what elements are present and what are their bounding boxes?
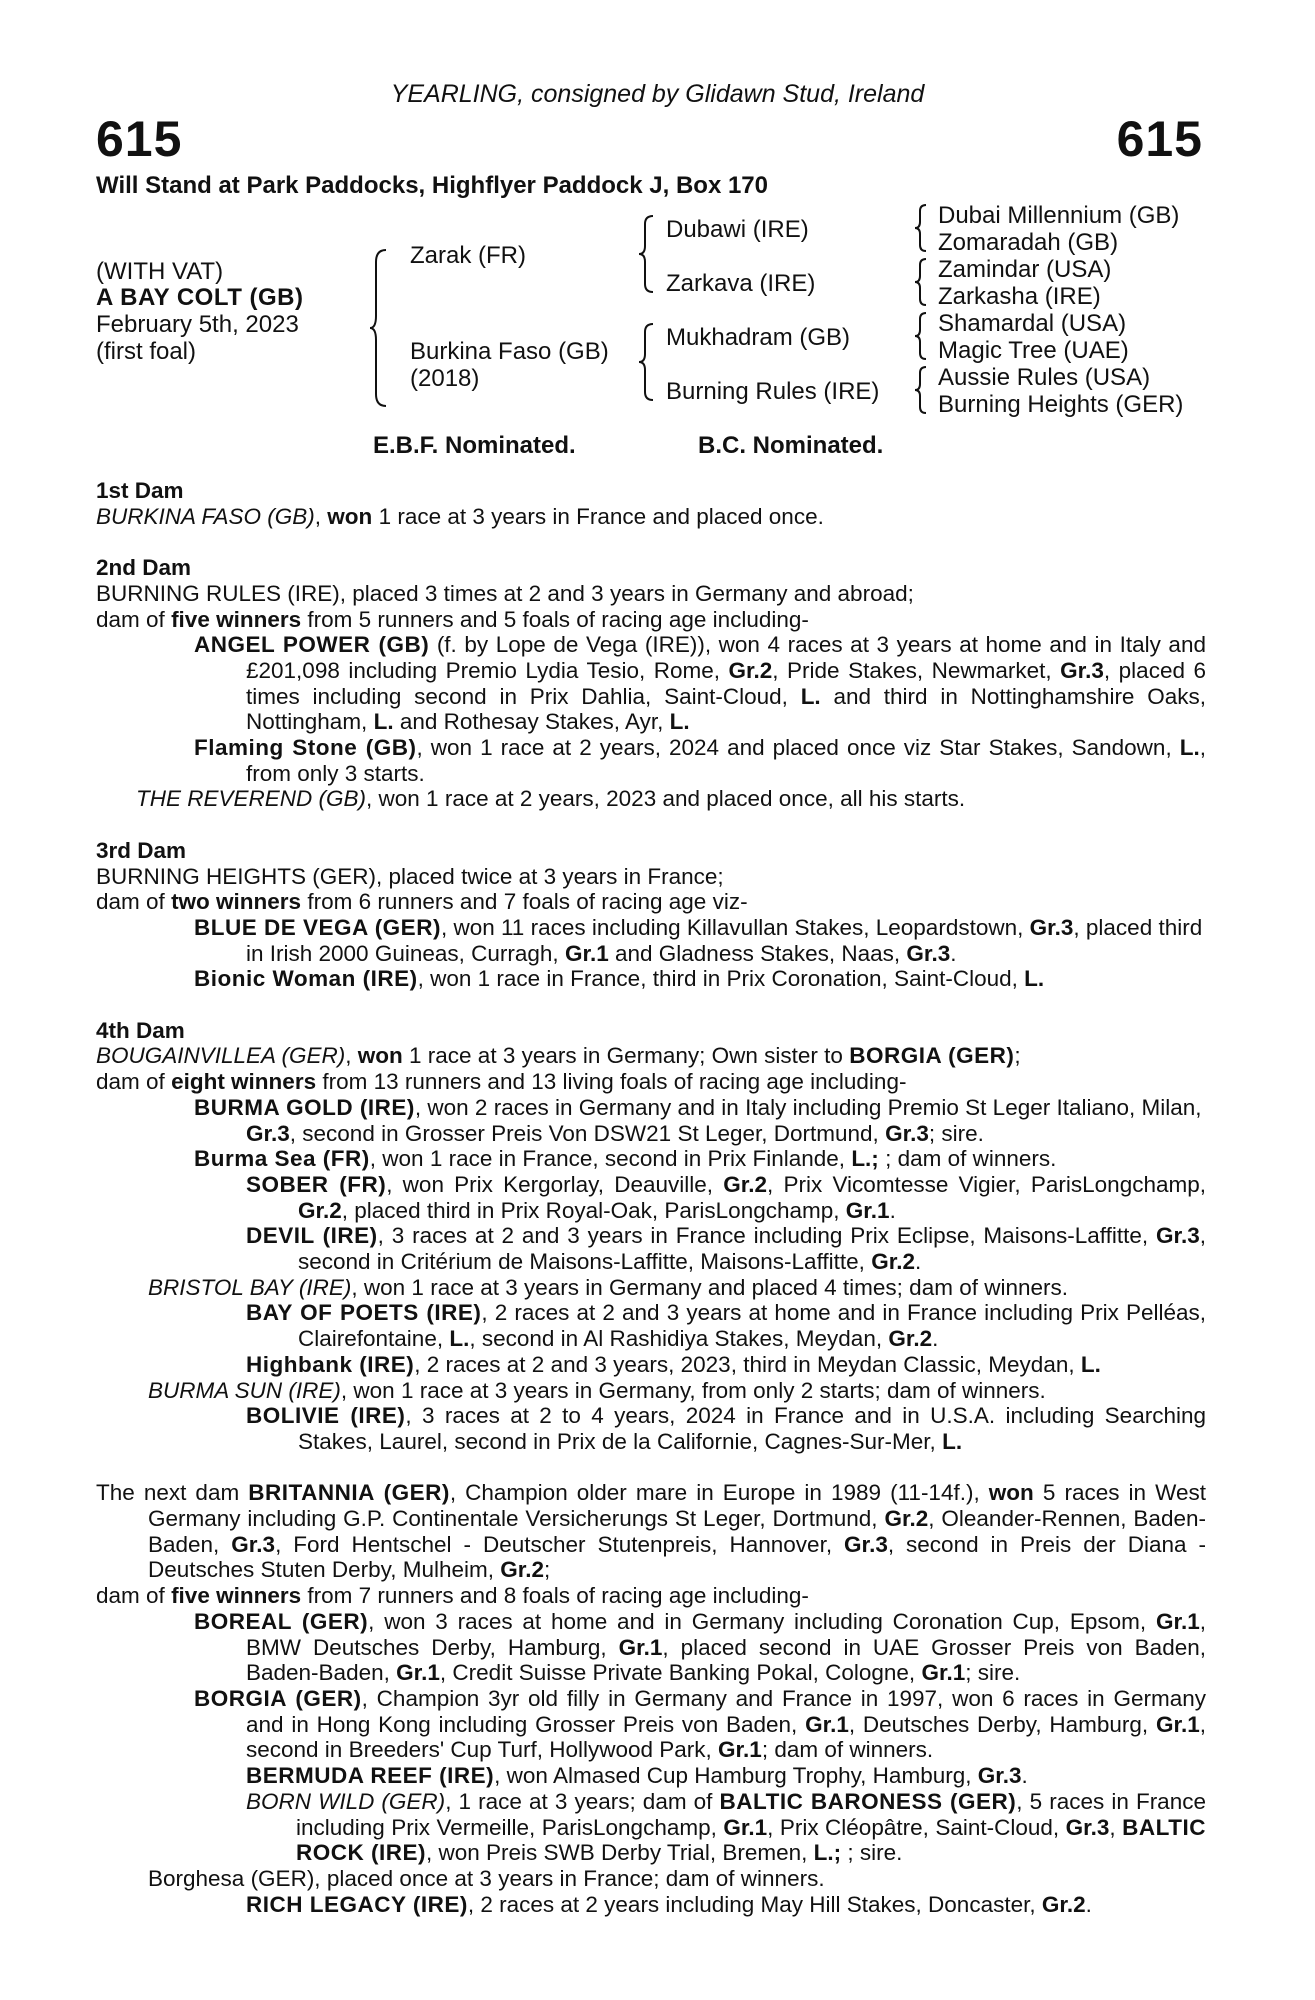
dam-of-rest: from 7 runners and 8 foals of racing age including- [307, 1583, 809, 1609]
grade-label: Gr.2 [871, 1249, 915, 1275]
grade-label: Gr.2 [298, 1197, 342, 1223]
sober-c: , placed third in Prix Royal-Oak, ParisLongchamp, [341, 1197, 840, 1223]
burma-sun-a: , won 1 race at 3 years in Germany, from only 2 starts; dam of winners. [340, 1377, 1046, 1403]
grade-label: Gr.3 [1155, 1223, 1200, 1249]
winners-count: five winners [171, 606, 302, 632]
bionic-woman-entry [96, 966, 1206, 992]
devil-entry: DEVIL (IRE), 3 races at 2 and 3 years in France including Prix Eclipse, Maisons-Laffitte, Gr.3, second in Critérium de Maisons-Laffitte, Maisons-Laffitte, Gr.2. [246, 1223, 1206, 1275]
baltic-rock-name: BALTIC ROCK (IRE) [296, 1814, 1206, 1866]
burma-sea-entry [96, 1146, 1206, 1172]
won-text: won [357, 1043, 403, 1069]
burma-sea-name: Burma Sea (FR) [194, 1146, 370, 1172]
bermuda-reef-entry [96, 1763, 1206, 1789]
grade-label: Gr.3 [1065, 1814, 1110, 1840]
grade-label: Gr.3 [885, 1120, 929, 1146]
grade-label: Gr.1 [618, 1634, 663, 1660]
flaming-stone-b: , from only 3 starts. [246, 735, 1206, 786]
pedigree-brace-g3-2 [913, 257, 929, 307]
born-wild-c: , Prix Cléopâtre, Saint-Cloud, [767, 1814, 1060, 1840]
blue-de-vega-name: BLUE DE VEGA (GER) [194, 914, 441, 940]
borgia-d: ; dam of winners. [761, 1737, 934, 1763]
highbank-entry [96, 1352, 1206, 1378]
born-wild-b: , 5 races in France including Prix Vermeille, ParisLongchamp, [296, 1788, 1206, 1840]
pedigree-brace-g3-4 [913, 365, 929, 415]
dam-of-text: dam of [96, 889, 165, 915]
bay-of-poets-entry: BAY OF POETS (IRE), 2 races at 2 and 3 years at home and in France including Prix Pelléas, Clairefontaine, L., second in Al Rashidiya Stakes, Meydan, Gr.2. [246, 1300, 1206, 1352]
third-dam-heading: 3rd Dam [96, 837, 187, 863]
grade-label: Gr.3 [906, 940, 951, 966]
first-dam-rest: 1 race at 3 years in France and placed once. [378, 503, 824, 529]
listed-label: L. [942, 1428, 963, 1454]
fourth-dam-intro: BOUGAINVILLEA (GER), won 1 race at 3 years in Germany; Own sister to BORGIA (GER); [96, 1043, 1021, 1069]
listed-label: L. [1024, 966, 1045, 992]
angel-power-d: and third in Nottinghamshire Oaks, Nottingham, [246, 683, 1206, 735]
devil-b: , second in Critérium de Maisons-Laffitte, Maisons-Laffitte, [298, 1223, 1206, 1275]
pedigree-brace-g3-3 [913, 311, 929, 361]
dam-of-text: dam of [96, 1583, 165, 1609]
angel-power-c: , placed 6 times including second in Prix Dahlia, Saint-Cloud, [246, 657, 1206, 709]
grade-label: Gr.1 [396, 1660, 440, 1686]
burma-sun-name: BURMA SUN (IRE) [148, 1377, 341, 1403]
won-text: won [988, 1480, 1034, 1506]
dam-of-rest: from 13 runners and 13 living foals of racing age including- [322, 1069, 907, 1095]
burma-gold-name: BURMA GOLD (IRE) [194, 1094, 415, 1120]
grade-label: Gr.2 [500, 1557, 545, 1583]
dam-of-rest: from 6 runners and 7 foals of racing age viz- [307, 889, 748, 915]
punct: ; [1014, 1043, 1021, 1069]
dam-of-rest: from 5 runners and 5 foals of racing age including- [307, 606, 809, 632]
grade-label: Gr.3 [231, 1531, 276, 1557]
borgia-a: , Champion 3yr old filly in Germany and France in 1997, won 6 races in Germany and in Hong Kong including Grosser Preis von Baden, [246, 1685, 1206, 1737]
rich-legacy-entry [96, 1892, 1206, 1918]
ped-g3-7: Aussie Rules (USA) [938, 364, 1151, 391]
born-wild-e: ; sire. [847, 1840, 903, 1866]
won-text: won [327, 503, 373, 529]
third-dam-intro: BURNING HEIGHTS (GER), placed twice at 3 years in France; [96, 863, 724, 889]
grade-label: Gr.2 [723, 1171, 768, 1197]
bionic-woman-a: , won 1 race in France, third in Prix Coronation, Saint-Cloud, [417, 966, 1018, 992]
dam-year: (2018) [410, 365, 480, 392]
burma-sea-a: , won 1 race in France, second in Prix Finlande, [369, 1146, 846, 1172]
grade-label: Gr.1 [564, 940, 609, 966]
grade-label: Gr.3 [246, 1120, 290, 1146]
grade-label: Gr.2 [728, 657, 773, 683]
next-dam-d: , Oleander-Rennen, Baden-Baden, [148, 1506, 1206, 1557]
first-dam-name: BURKINA FASO (GB) [96, 503, 315, 529]
pedigree-brace-g3-1 [913, 203, 929, 253]
ped-g3-1: Dubai Millennium (GB) [938, 202, 1180, 229]
grade-label: Gr.1 [805, 1711, 849, 1737]
dam-of-text: dam of [96, 606, 165, 632]
angel-power-a: (f. by Lope de Vega (IRE)), won 4 races at 3 years at home and in Italy and £201,098 including Premio Lydia Tesio, Rome, [246, 632, 1206, 683]
angel-power-entry [96, 632, 1206, 735]
winners-count: two winners [171, 889, 302, 915]
winners-count: eight winners [171, 1069, 317, 1095]
lot-number-right: 615 [1116, 111, 1203, 167]
second-dam-heading: 2nd Dam [96, 555, 192, 581]
bolivie-a: , 3 races at 2 to 4 years, 2024 in France and in U.S.A. including Searching Stakes, Laurel, second in Prix de la Californie, Cagnes-Sur-Mer, [298, 1403, 1206, 1454]
britannia-name: BRITANNIA (GER) [248, 1480, 450, 1506]
borgia-name: BORGIA (GER) [194, 1685, 362, 1711]
next-dam-dam-of [96, 1583, 1206, 1609]
flaming-stone-entry [96, 735, 1206, 786]
grade-label: Gr.1 [718, 1737, 762, 1763]
ped-g3-3: Zamindar (USA) [938, 256, 1112, 283]
fourth-dam-intro-a: 1 race at 3 years in Germany; Own sister to [409, 1043, 843, 1069]
ped-g3-8: Burning Heights (GER) [938, 391, 1184, 418]
listed-label: L. [373, 709, 394, 735]
bc-nominated: B.C. Nominated. [698, 432, 884, 459]
next-dam-e: , Ford Hentschel - Deutscher Stutenpreis, Hannover, [275, 1531, 833, 1557]
grade-label: Gr.1 [1155, 1711, 1200, 1737]
grade-label: Gr.2 [888, 1326, 933, 1352]
grade-label: Gr.3 [977, 1763, 1022, 1789]
sire-name: Zarak (FR) [410, 242, 526, 269]
ebf-nominated: E.B.F. Nominated. [373, 432, 576, 459]
next-dam-b: , Champion older mare in Europe in 1989 (11-14f.), [449, 1480, 980, 1506]
lot-number-left: 615 [96, 111, 183, 167]
first-foal-note: (first foal) [96, 338, 197, 365]
grade-label: Gr.2 [1041, 1891, 1086, 1917]
blue-de-vega-c: and Gladness Stakes, Naas, [614, 940, 901, 966]
fourth-dam-heading: 4th Dam [96, 1017, 185, 1043]
punct: ; [544, 1557, 551, 1583]
boreal-e: ; sire. [965, 1660, 1021, 1686]
punct: . [1085, 1891, 1092, 1917]
grade-label: Gr.3 [1060, 657, 1104, 683]
borghesa-entry: Borghesa (GER), placed once at 3 years in France; dam of winners. [148, 1865, 825, 1891]
angel-power-b: , Pride Stakes, Newmarket, [772, 657, 1052, 683]
punct: . [1021, 1763, 1028, 1789]
dam-of-text: dam of [96, 1069, 165, 1095]
grade-label: Gr.1 [921, 1660, 966, 1686]
borgia-c: , second in Breeders' Cup Turf, Hollywood Park, [246, 1711, 1206, 1763]
bristol-bay-name: BRISTOL BAY (IRE) [148, 1274, 352, 1300]
listed-label: L. [669, 709, 690, 735]
blue-de-vega-b: , placed third in Irish 2000 Guineas, Curragh, [246, 914, 1203, 966]
born-wild-a: , 1 race at 3 years; dam of [445, 1788, 713, 1814]
rich-legacy-a: , 2 races at 2 years including May Hill Stakes, Doncaster, [467, 1891, 1036, 1917]
pedigree-brace-main [368, 248, 392, 408]
grade-label: Gr.1 [723, 1814, 768, 1840]
grade-label: Gr.2 [884, 1506, 929, 1532]
reverend-entry [96, 786, 1206, 812]
boreal-a: , won 3 races at home and in Germany including Coronation Cup, Epsom, [368, 1608, 1147, 1634]
born-wild-name: BORN WILD (GER) [246, 1788, 446, 1814]
second-dam-intro: BURNING RULES (IRE), placed 3 times at 2 and 3 years in Germany and abroad; [96, 580, 914, 606]
highbank-name: Highbank (IRE) [246, 1351, 415, 1377]
next-dam-label: The next dam [96, 1480, 240, 1506]
baltic-baroness-name: BALTIC BARONESS (GER) [719, 1788, 1017, 1814]
boreal-b: , BMW Deutsches Derby, Hamburg, [246, 1608, 1206, 1660]
vat-note: (WITH VAT) [96, 258, 224, 285]
bay-of-poets-a: , 2 races at 2 and 3 years at home and in France including Prix Pelléas, Clairefontaine, [298, 1300, 1206, 1352]
angel-power-name: ANGEL POWER (GB) [194, 632, 430, 658]
burma-gold-entry [96, 1095, 1206, 1146]
sire-dam: Zarkava (IRE) [666, 270, 816, 297]
ped-g3-6: Magic Tree (UAE) [938, 337, 1129, 364]
first-dam-heading: 1st Dam [96, 478, 184, 503]
listed-label: L. [449, 1326, 470, 1352]
fourth-dam-dam-of [96, 1069, 1206, 1095]
bolivie-entry [96, 1403, 1206, 1454]
dam-name: Burkina Faso (GB) [410, 338, 609, 365]
consignment-line: YEARLING, consigned by Glidawn Stud, Ireland [390, 80, 925, 108]
ped-g3-2: Zomaradah (GB) [938, 229, 1119, 256]
boreal-d: , Credit Suisse Private Banking Pokal, Cologne, [439, 1660, 916, 1686]
dam-sire: Mukhadram (GB) [666, 324, 851, 351]
ped-g3-5: Shamardal (USA) [938, 310, 1127, 337]
third-dam-dam-of [96, 889, 1206, 915]
bristol-bay-entry [96, 1275, 1206, 1301]
dam-dam: Burning Rules (IRE) [666, 378, 880, 405]
bolivie-name: BOLIVIE (IRE) [246, 1403, 406, 1429]
burma-gold-a: , won 2 races in Germany and in Italy including Premio St Leger Italiano, Milan, [414, 1094, 1202, 1120]
highbank-a: , 2 races at 2 and 3 years, 2023, third in Meydan Classic, Meydan, [414, 1351, 1075, 1377]
bristol-bay-a: , won 1 race at 3 years in Germany and placed 4 times; dam of winners. [351, 1274, 1069, 1300]
burma-gold-b: , second in Grosser Preis Von DSW21 St Leger, Dortmund, [289, 1120, 879, 1146]
listed-label: L. [1179, 735, 1200, 761]
burma-sea-b: ; dam of winners. [885, 1146, 1057, 1172]
bermuda-reef-a: , won Almased Cup Hamburg Trophy, Hamburg, [494, 1763, 972, 1789]
grade-label: Gr.1 [1155, 1608, 1200, 1634]
flaming-stone-name: Flaming Stone (GB) [194, 735, 417, 761]
next-dam-intro [96, 1480, 1206, 1583]
burma-gold-c: ; sire. [928, 1120, 984, 1146]
sober-name: SOBER (FR) [246, 1171, 387, 1197]
flaming-stone-a: , won 1 race at 2 years, 2024 and placed once viz Star Stakes, Sandown, [416, 735, 1172, 761]
next-dam-f: , second in Preis der Diana - Deutsches Stuten Derby, Mulheim, [148, 1531, 1206, 1583]
boreal-entry [96, 1609, 1206, 1686]
bay-of-poets-name: BAY OF POETS (IRE) [246, 1300, 482, 1326]
boreal-c: , placed second in UAE Grosser Preis von Baden, Baden-Baden, [246, 1634, 1206, 1686]
listed-label: L. [1080, 1351, 1101, 1377]
pedigree-brace-dam [637, 322, 657, 402]
pedigree-notes [96, 478, 1206, 1917]
winners-count: five winners [171, 1583, 302, 1609]
borgia-entry [96, 1686, 1206, 1763]
bionic-woman-name: Bionic Woman (IRE) [194, 966, 418, 992]
borgia-name: BORGIA (GER) [849, 1043, 1015, 1069]
next-dam-c: 5 races in West Germany including G.P. Continentale Versicherungs St Leger, Dortmund, [148, 1480, 1206, 1532]
horse-name: A BAY COLT (GB) [96, 284, 304, 311]
angel-power-e: and Rothesay Stakes, Ayr, [399, 709, 664, 735]
listed-label: L.; [851, 1146, 879, 1172]
listed-label: L. [800, 683, 821, 709]
sire-sire: Dubawi (IRE) [666, 216, 809, 243]
sober-entry: SOBER (FR), won Prix Kergorlay, Deauville, Gr.2, Prix Vicomtesse Vigier, ParisLongchamp, Gr.2, placed third in Prix Royal-Oak, ParisLongchamp, Gr.1. [246, 1171, 1206, 1223]
devil-a: , 3 races at 2 and 3 years in France including Prix Eclipse, Maisons-Laffitte, [377, 1223, 1149, 1249]
boreal-name: BOREAL (GER) [194, 1608, 369, 1634]
ped-g3-4: Zarkasha (IRE) [938, 283, 1101, 310]
stand-location: Will Stand at Park Paddocks, Highflyer Paddock J, Box 170 [96, 172, 768, 199]
sober-b: , Prix Vicomtesse Vigier, ParisLongchamp, [767, 1171, 1206, 1197]
born-wild-entry: BORN WILD (GER), 1 race at 3 years; dam of BALTIC BARONESS (GER), 5 races in France including Prix Vermeille, ParisLongchamp, Gr.1, Prix Cléopâtre, Saint-Cloud, Gr.3, BALTIC ROCK (IRE), won Preis SWB Derby Trial, Bremen, L.; ; sire. [246, 1788, 1206, 1866]
rich-legacy-name: RICH LEGACY (IRE) [246, 1891, 468, 1917]
sober-a: , won Prix Kergorlay, Deauville, [386, 1171, 714, 1197]
first-dam-line: BURKINA FASO (GB), won 1 race at 3 years in France and placed once. [96, 503, 824, 529]
grade-label: Gr.3 [844, 1531, 888, 1557]
reverend-rest: , won 1 race at 2 years, 2023 and placed once, all his starts. [366, 786, 966, 812]
borgia-b: , Deutsches Derby, Hamburg, [848, 1711, 1149, 1737]
bay-of-poets-b: , second in Al Rashidiya Stakes, Meydan, [469, 1326, 883, 1352]
blue-de-vega-a: , won 11 races including Killavullan Stakes, Leopardstown, [440, 914, 1024, 940]
grade-label: Gr.1 [845, 1197, 890, 1223]
bermuda-reef-name: BERMUDA REEF (IRE) [246, 1763, 495, 1789]
reverend-name: THE REVEREND (GB) [136, 786, 367, 812]
pedigree-brace-sire [637, 214, 657, 294]
grade-label: Gr.3 [1029, 914, 1074, 940]
blue-de-vega-entry: BLUE DE VEGA (GER), won 11 races including Killavullan Stakes, Leopardstown, Gr.3, placed third in Irish 2000 Guineas, Curragh, Gr.1 and Gladness Stakes, Naas, Gr.3. [194, 914, 1203, 966]
second-dam-dam-of [96, 607, 1206, 633]
foaling-date: February 5th, 2023 [96, 311, 299, 338]
devil-name: DEVIL (IRE) [246, 1223, 378, 1249]
listed-label: L.; [813, 1840, 842, 1866]
fourth-dam-name: BOUGAINVILLEA (GER) [96, 1043, 346, 1069]
born-wild-d: , won Preis SWB Derby Trial, Bremen, [426, 1840, 808, 1866]
burma-sun-entry [96, 1378, 1206, 1404]
